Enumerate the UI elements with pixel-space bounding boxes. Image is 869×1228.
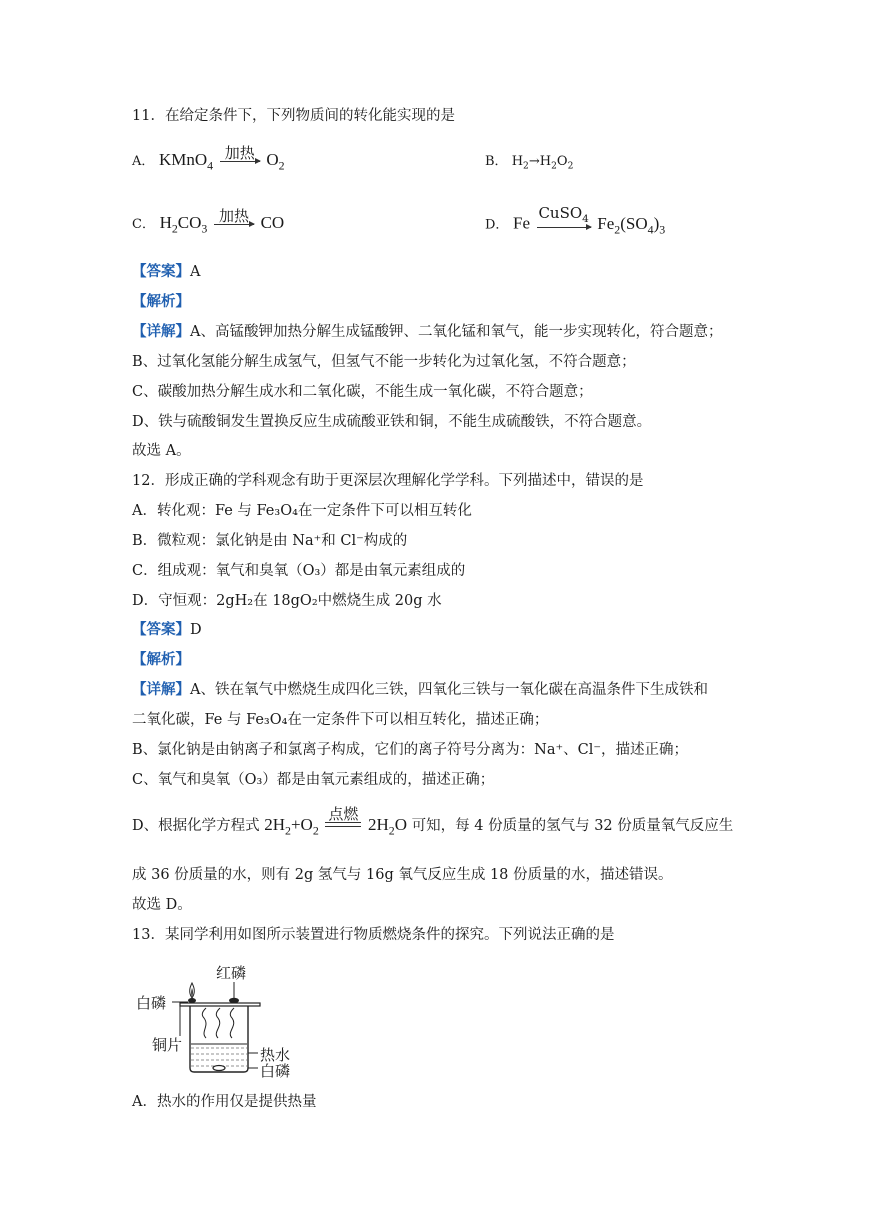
q12-answer: 【答案】D — [132, 621, 202, 638]
q11-detail-1: 【详解】A、高锰酸钾加热分解生成锰酸钾、二氧化锰和氧气，能一步实现转化，符合题意； — [132, 323, 723, 340]
q11-detail-3: C、碳酸加热分解生成水和二氧化碳，不能生成一氧化碳，不符合题意； — [132, 384, 593, 400]
label-red-phosphorus: 红磷 — [216, 964, 247, 982]
q12-option-b: B．微粒观：氯化钠是由 Na⁺和 Cl⁻构成的 — [132, 533, 408, 549]
combustion-apparatus-figure — [132, 958, 312, 1083]
q12-option-a: A．转化观：Fe 与 Fe₃O₄在一定条件下可以相互转化 — [132, 503, 472, 519]
q11-option-a: A． KMnO$_4$ 加热 $O_2$ — [132, 143, 285, 173]
q12-stem: 12．形成正确的学科观念有助于更深层次理解化学学科。下列描述中，错误的是 — [132, 473, 644, 489]
label-white-phosphorus-top: 白磷 — [136, 994, 167, 1012]
q12-detail-1: 【详解】A、铁在氧气中燃烧生成四化三铁，四氧化三铁与一氧化碳在高温条件下生成铁和 — [132, 681, 708, 698]
q12-option-d: D．守恒观：2gH₂在 18gO₂中燃烧生成 20g 水 — [132, 593, 442, 609]
q12-option-c: C．组成观：氧气和臭氧（O₃）都是由氧元素组成的 — [132, 563, 466, 579]
q12-conclusion: 故选 D。 — [132, 897, 192, 913]
q11-conclusion: 故选 A。 — [132, 443, 191, 459]
q11-analysis-label: 【解析】 — [132, 293, 190, 310]
q11-stem: 11．在给定条件下，下列物质间的转化能实现的是 — [132, 108, 455, 124]
q13-option-a: A．热水的作用仅是提供热量 — [132, 1094, 317, 1110]
q11-answer: 【答案】A — [132, 263, 201, 280]
q11-detail-4: D、铁与硫酸铜发生置换反应生成硫酸亚铁和铜，不能生成硫酸铁，不符合题意。 — [132, 414, 652, 430]
q12-detail-6: 成 36 份质量的水，则有 2g 氢气与 16g 氧气反应生成 18 份质量的水，描述错误。 — [132, 867, 673, 883]
label-hot-water: 热水 — [260, 1046, 291, 1064]
q12-detail-2: 二氧化碳，Fe 与 Fe₃O₄在一定条件下可以相互转化，描述正确； — [132, 712, 549, 728]
q11-option-d: D． Fe CuSO$_4$ $Fe_2(SO_4)_3$ — [485, 204, 666, 236]
label-copper-plate: 铜片 — [152, 1036, 183, 1054]
q12-detail-5: D、根据化学方程式 $2H_2+O_2$ 点燃 $2H_2O$ 可知，每 4 份质量的氢气与 32 份质量氧气反应生 — [132, 804, 734, 838]
q13-stem: 13．某同学利用如图所示装置进行物质燃烧条件的探究。下列说法正确的是 — [132, 927, 615, 943]
q12-detail-4: C、氧气和臭氧（O₃）都是由氧元素组成的，描述正确； — [132, 772, 495, 788]
label-white-phosphorus-bottom: 白磷 — [260, 1062, 291, 1080]
q11-option-c: C． $H_2CO_3$ 加热 CO — [132, 206, 285, 236]
q12-detail-3: B、氯化钠是由钠离子和氯离子构成，它们的离子符号分离为：Na⁺、Cl⁻，描述正确； — [132, 742, 689, 758]
q12-analysis-label: 【解析】 — [132, 651, 190, 668]
q11-option-b: B． $H_2\to H_2O_2$ — [485, 154, 574, 172]
q11-detail-2: B、过氧化氢能分解生成氢气，但氢气不能一步转化为过氧化氢，不符合题意； — [132, 354, 636, 370]
